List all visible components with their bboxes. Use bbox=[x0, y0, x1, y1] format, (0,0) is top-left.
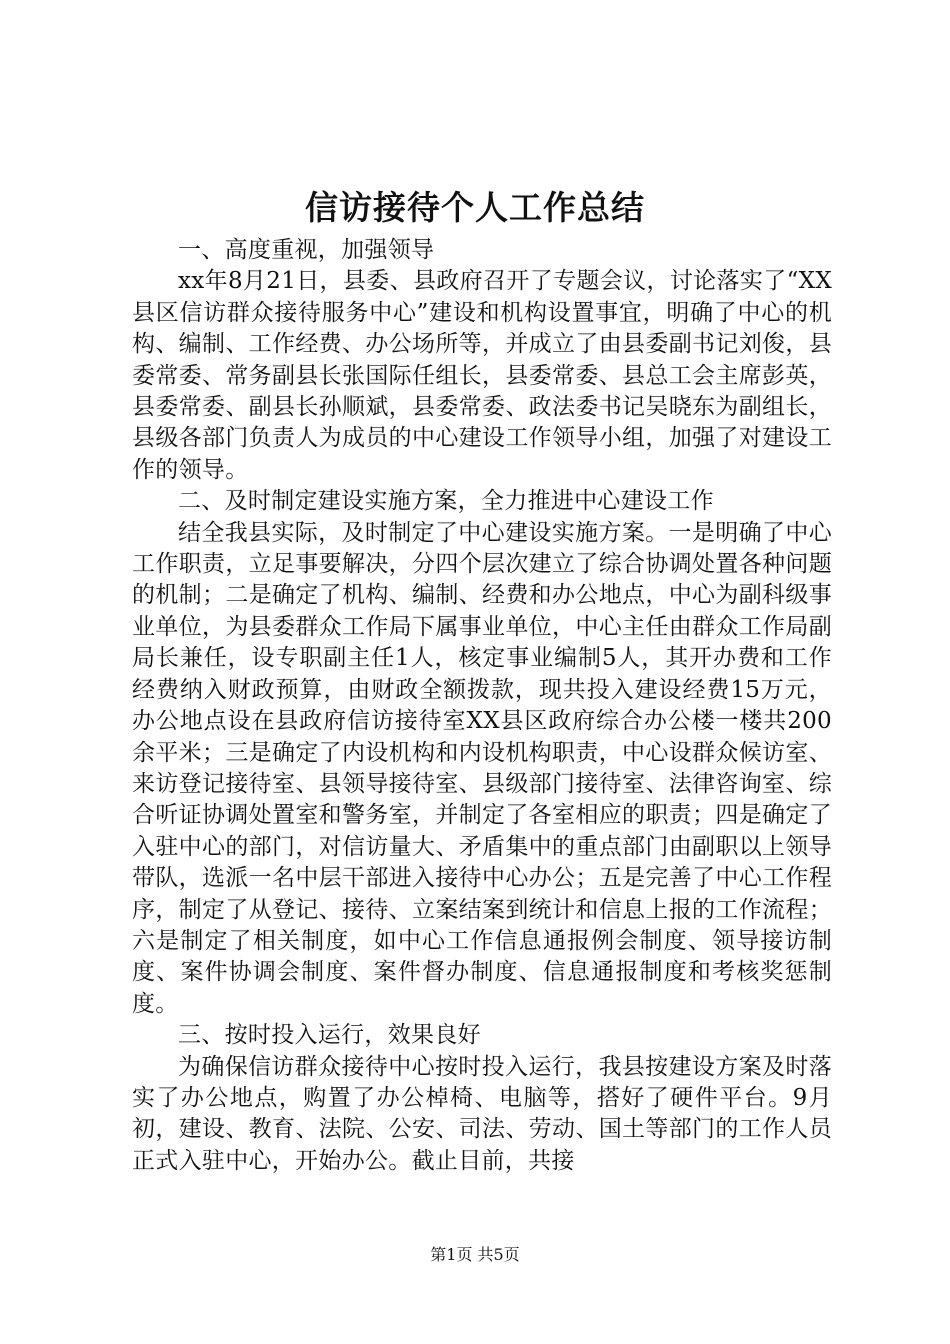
paragraph-1: xx年8月21日，县委、县政府召开了专题会议，讨论落实了“XX县区信访群众接待服务中心”建设和机构设置事宜，明确了中心的机构、编制、工作经费、办公场所等，并成立了由县委副书记刘俊，县委常委、常务副县长张国际任组长，县委常委、县总工会主席彭英，县委常委、副县长孙顺斌，县委常委、政法委书记吴晓东为副组长，县级各部门负责人为成员的中心建设工作领导小组，加强了对建设工作的领导。 bbox=[132, 268, 832, 483]
section-heading-1: 一、高度重视，加强领导 bbox=[178, 237, 435, 263]
document-body bbox=[132, 235, 832, 1177]
section-heading-2: 二、及时制定建设实施方案，全力推进中心建设工作 bbox=[178, 488, 714, 515]
section-heading-3: 三、按时投入运行，效果良好 bbox=[178, 1022, 481, 1049]
document-title: 信访接待个人工作总结 bbox=[305, 188, 645, 227]
paragraph-2: 结全我县实际，及时制定了中心建设实施方案。一是明确了中心工作职责，立足事要解决，分四个层次建立了综合协调处置各种问题的机制；二是确定了机构、编制、经费和办公地点，中心为副科级事业单位，为县委群众工作局下属事业单位，中心主任由群众工作局副局长兼任，设专职副主任1人，核定事业编制5人，其开办费和工作经费纳入财政预算，由财政全额拨款，现共投入建设经费15万元，办公地点设在县政府信访接待室XX县区政府综合办公楼一楼共200余平米；三是确定了内设机构和内设机构职责，中心设群众候访室、来访登记接待室、县领导接待室、县级部门接待室、法律咨询室、综合听证协调处置室和警务室，并制定了各室相应的职责；四是确定了入驻中心的部门，对信访量大、矛盾集中的重点部门由副职以上领导带队，选派一名中层干部进入接待中心办公；五是完善了中心工作程序，制定了从登记、接待、立案结案到统计和信息上报的工作流程；六是制定了相关制度，如中心工作信息通报例会制度、领导接访制度、案件协调会制度、案件督办制度、信息通报制度和考核奖惩制度。 bbox=[132, 519, 832, 1017]
page-footer: 第1页 共5页 bbox=[430, 1245, 520, 1264]
paragraph-3: 为确保信访群众接待中心按时投入运行，我县按建设方案及时落实了办公地点，购置了办公棹椅、电脑等，搭好了硬件平台。9月初，建设、教育、法院、公安、司法、劳动、国土等部门的工作人员正式入驻中心，开始办公。截止目前，共接 bbox=[132, 1053, 832, 1174]
